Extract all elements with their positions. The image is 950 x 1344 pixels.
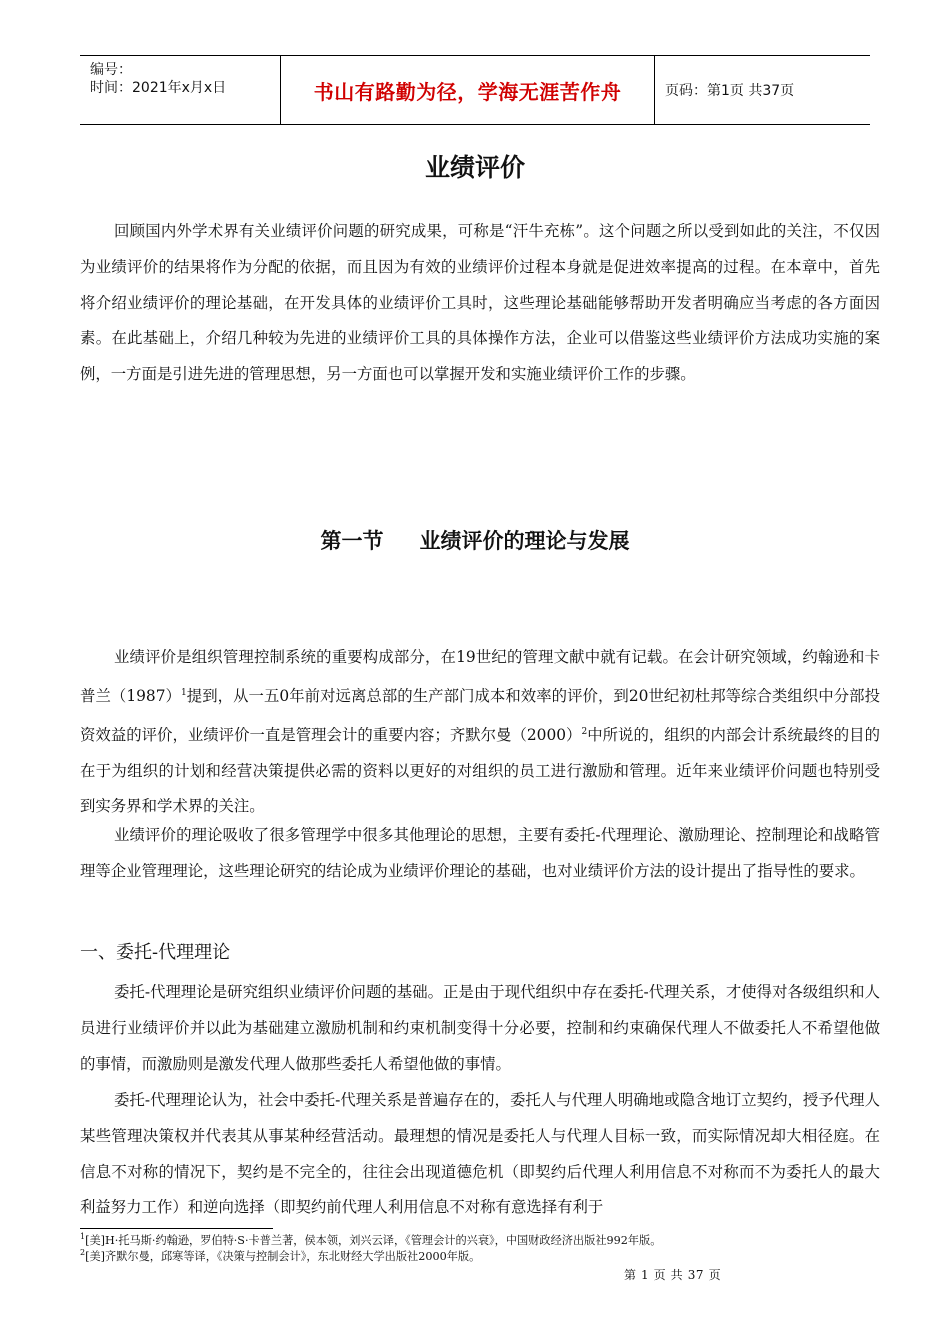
footnotes [80,1233,900,1265]
footnote-2 [80,1249,900,1265]
intro-paragraph: 回顾国内外学术界有关业绩评价问题的研究成果，可称是“汗牛充栋”。这个问题之所以受到如此的关注，不仅因为业绩评价的结果将作为分配的依据，而且因为有效的业绩评价过程本身就是促进效率提高的过程。在本章中，首先将介绍业绩评价的理论基础，在开发具体的业绩评价工具时，这些理论基础能够帮助开发者明确应当考虑的各方面因素。在此基础上，介绍几种较为先进的业绩评价工具的具体操作方法，企业可以借鉴这些业绩评价方法成功实施的案例，一方面是引进先进的管理思想，另一方面也可以掌握开发和实施业绩评价工作的步骤。 [80,222,880,384]
paragraph-text: 提到，从一五0年前对远离总部的生产部门成本和效率的评价，到20世纪初杜邦等综合类组织中分部投资效益的评价，业绩评价一直是管理会计的重要内容；齐默尔曼（2000） [80,686,880,744]
paragraph-text: 业绩评价是组织管理控制系统的重要构成部分，在19世纪的管理文献中就有记载。在会计研究领域，约翰逊和卡普兰（1987） [80,648,880,705]
page-number-footer: 第 1 页 共 37 页 [624,1268,722,1282]
footnote-mark: 1 [80,1232,86,1241]
footnote-1 [80,1233,900,1249]
body-paragraph-4: 委托-代理理论认为，社会中委托-代理关系是普遍存在的，委托人与代理人明确地或隐含地订立契约，授予代理人某些管理决策权并代表其从事某种经营活动。最理想的情况是委托人与代理人目标一致，而实际情况却大相径庭。在信息不对称的情况下，契约是不完全的，往往会出现道德危机（即契约后代理人利用信息不对称而不为委托人的最大利益努力工作）和逆向选择（即契约前代理人利用信息不对称有意选择有利于 [80,1091,880,1217]
footnote-ref-2: 2 [581,726,588,737]
section-heading [0,525,950,555]
subsection-heading: 一、委托-代理理论 [80,942,231,963]
header-motto: 书山有路勤为径，学海无涯苦作舟 [313,79,622,104]
section-title-text: 业绩评价的理论与发展 [419,529,630,553]
document-header [80,55,870,125]
footnote-separator [80,1228,273,1229]
document-number-label: 编号： [90,62,132,78]
section-number: 第一节 [320,529,384,553]
footnote-ref-1: 1 [180,687,187,698]
footnote-text: [美]齐默尔曼，邱寒等译，《决策与控制会计》，东北财经大学出版社2000年版。 [85,1250,481,1263]
document-title: 业绩评价 [424,153,525,182]
footnote-mark: 2 [80,1248,86,1257]
document-time-label: 时间：2021年x月x日 [90,80,227,96]
body-paragraph-3: 委托-代理理论是研究组织业绩评价问题的基础。正是由于现代组织中存在委托-代理关系，才使得对各级组织和人员进行业绩评价并以此为基础建立激励机制和约束机制变得十分必要，控制和约束确保代理人不做委托人不希望他做的事情，而激励则是激发代理人做那些委托人希望他做的事情。 [80,983,880,1073]
header-motto-cell [281,56,655,124]
body-paragraph-1 [80,640,880,825]
header-page-code: 页码：第1页 共37页 [665,83,795,99]
footnote-text: [美]H·托马斯·约翰逊，罗伯特·S·卡普兰著，侯本领，刘兴云译，《管理会计的兴衰》，中国财政经济出版社992年版。 [85,1234,662,1247]
paragraph-text: 中所说的，组织的内部会计系统最终的目的在于为组织的计划和经营决策提供必需的资料以更好的对组织的员工进行激励和管理。近年来业绩评价问题也特别受到实务界和学术界的关注。 [80,725,880,816]
header-meta-cell [80,56,281,124]
body-paragraph-2: 业绩评价的理论吸收了很多管理学中很多其他理论的思想，主要有委托-代理理论、激励理论、控制理论和战略管理等企业管理理论，这些理论研究的结论成为业绩评价理论的基础，也对业绩评价方法的设计提出了指导性的要求。 [80,826,880,880]
header-page-cell [655,56,870,124]
